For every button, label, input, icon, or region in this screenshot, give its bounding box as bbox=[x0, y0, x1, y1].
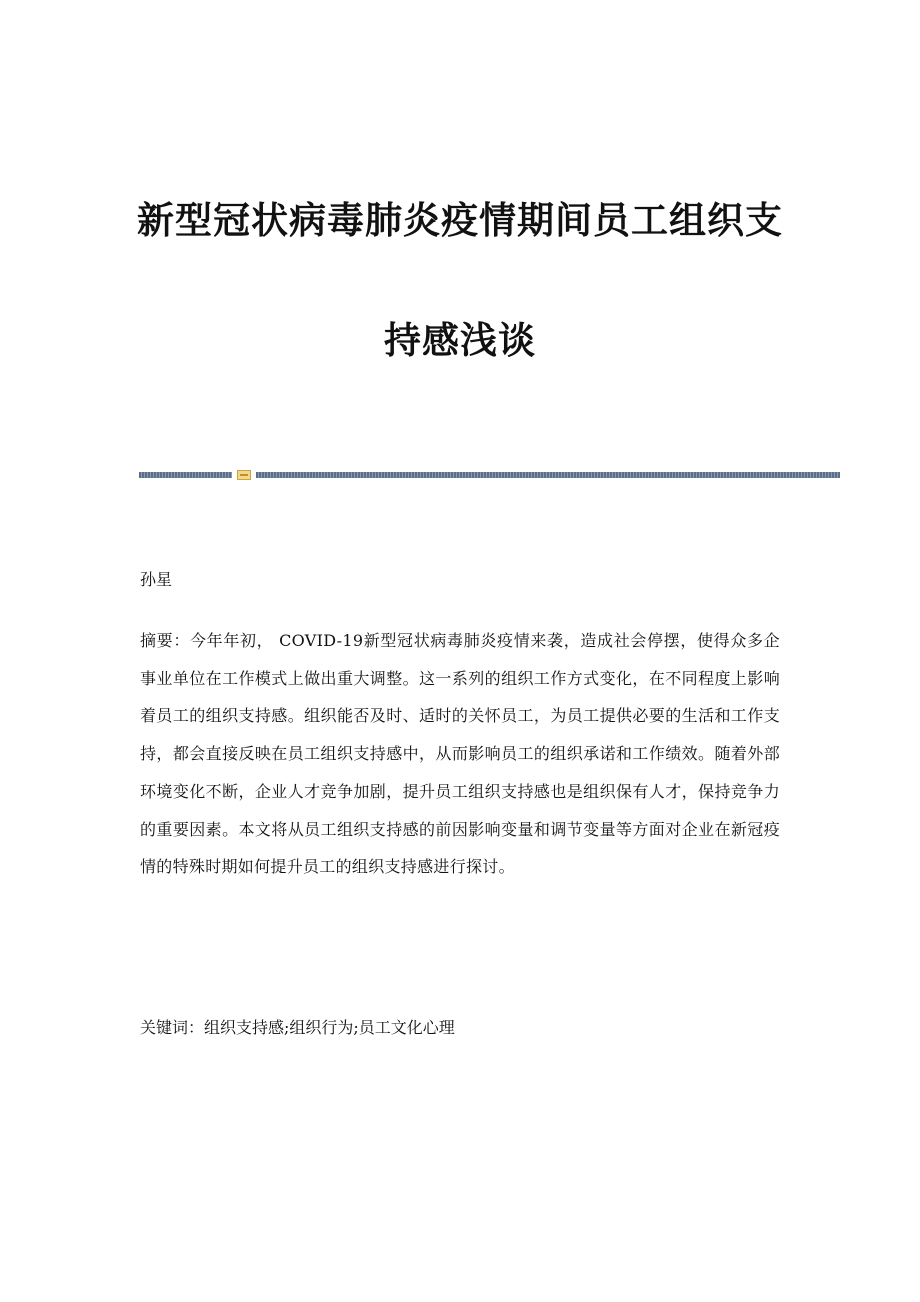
document-title-line-2: 持感浅谈 bbox=[384, 319, 536, 362]
document-title-line-1: 新型冠状病毒肺炎疫情期间员工组织支 bbox=[137, 199, 783, 242]
abstract-text: 今年年初， COVID-19新型冠状病毒肺炎疫情来袭，造成社会停摆，使得众多企事业单位在工作模式上做出重大调整。这一系列的组织工作方式变化，在不同程度上影响着员工的组织支持感。组织能否及时、适时的关怀员工，为员工提供必要的生活和工作支持，都会直接反映在员工组织支持感中，从而影响员工的组织承诺和工作绩效。随着外部环境变化不断，企业人才竞争加剧，提升员工组织支持感也是组织保有人才，保持竞争力的重要因素。本文将从员工组织支持感的前因影响变量和调节变量等方面对企业在新冠疫情的特殊时期如何提升员工的组织支持感进行探讨。 bbox=[140, 631, 780, 877]
abstract-label: 摘要： bbox=[140, 631, 190, 650]
divider-bar-left bbox=[139, 472, 232, 478]
abstract-paragraph bbox=[140, 622, 780, 886]
divider-bar-right bbox=[256, 472, 840, 478]
keywords-text: 组织支持感;组织行为;员工文化心理 bbox=[204, 1018, 455, 1037]
keywords-label: 关键词： bbox=[140, 1018, 205, 1037]
divider-emblem-icon bbox=[237, 470, 251, 480]
decorative-divider bbox=[139, 470, 840, 480]
keywords-line bbox=[140, 1016, 455, 1040]
author-name: 孙星 bbox=[140, 570, 173, 589]
